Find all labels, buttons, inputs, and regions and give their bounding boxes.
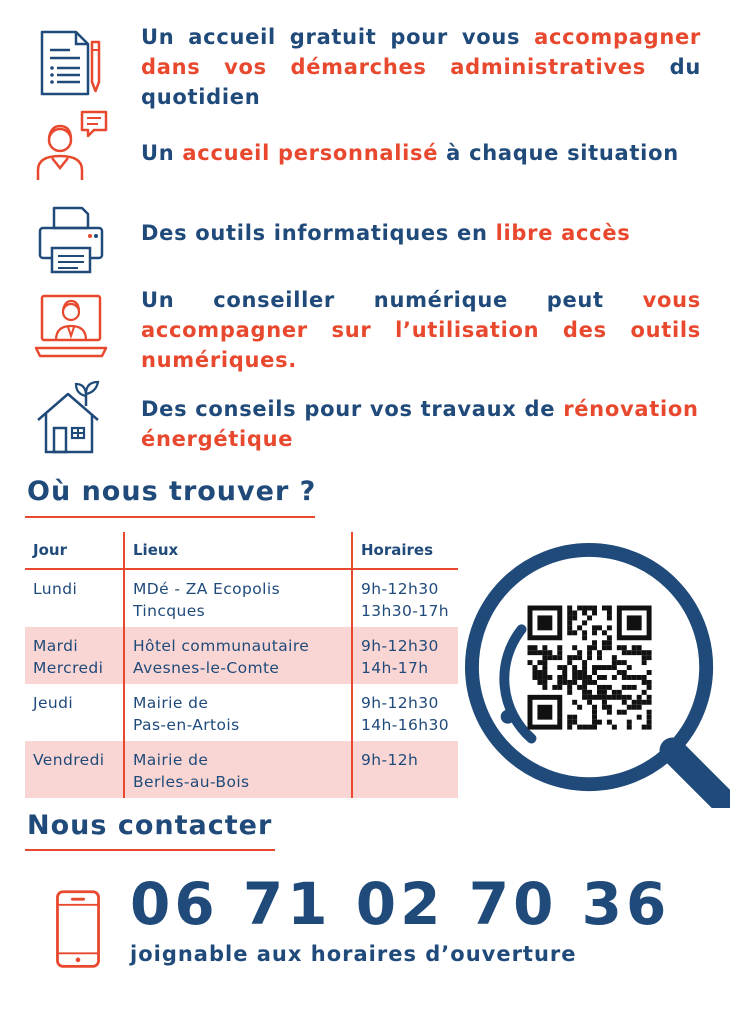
hours-cell: 9h-12h30 13h30-17h xyxy=(361,580,450,620)
table-row xyxy=(25,741,458,798)
place-cell: Hôtel communautaire Avesnes-le-Comte xyxy=(124,627,352,684)
person-speech-bubble-icon xyxy=(32,106,110,184)
feature-text: Des conseils pour vos travaux de rénovation énergétique xyxy=(141,397,699,451)
day-cell: Vendredi xyxy=(25,741,124,798)
hours-cell: 9h-12h30 14h-16h30 xyxy=(361,694,450,734)
document-pen-icon xyxy=(32,24,110,102)
contact-title: Nous contacter xyxy=(27,810,273,841)
day-cell: Jeudi xyxy=(33,694,74,712)
feature-text: Un accueil personnalisé à chaque situation xyxy=(141,141,679,165)
day-cell: Lundi xyxy=(33,580,78,598)
schedule-table xyxy=(25,532,458,798)
location-title-underline xyxy=(25,516,315,518)
house-plant-icon xyxy=(32,380,110,458)
location-title: Où nous trouver ? xyxy=(27,476,317,507)
place-cell: Mairie de Pas-en-Artois xyxy=(124,684,352,741)
printer-icon xyxy=(32,202,110,280)
phone-availability-note: joignable aux horaires d’ouverture xyxy=(130,942,577,966)
feature-text: Un accueil gratuit pour vous accompagner dans vos démarches administratives du quotidien xyxy=(141,25,701,109)
magnifier-qr-code-icon[interactable] xyxy=(462,540,730,808)
qr-code xyxy=(528,606,652,730)
schedule-header-row xyxy=(25,532,458,569)
feature-text: Un conseiller numérique peut vous accompagner sur l’utilisation des outils numériques. xyxy=(141,288,701,372)
smartphone-icon xyxy=(48,888,108,972)
header-place: Lieux xyxy=(124,532,352,569)
laptop-advisor-icon xyxy=(32,290,110,368)
contact-title-underline xyxy=(25,849,275,851)
hours-cell: 9h-12h xyxy=(352,741,458,798)
day-cell: Mardi Mercredi xyxy=(25,627,124,684)
header-day: Jour xyxy=(25,532,124,569)
table-row xyxy=(25,684,458,741)
hours-cell: 9h-12h30 14h-17h xyxy=(352,627,458,684)
place-cell: MDé - ZA Ecopolis Tincques xyxy=(124,569,352,627)
header-hours: Horaires xyxy=(352,532,458,569)
table-row xyxy=(25,569,458,627)
phone-number[interactable]: 06 71 02 70 36 xyxy=(130,870,671,938)
table-row xyxy=(25,627,458,684)
place-cell: Mairie de Berles-au-Bois xyxy=(124,741,352,798)
feature-text: Des outils informatiques en libre accès xyxy=(141,221,631,245)
